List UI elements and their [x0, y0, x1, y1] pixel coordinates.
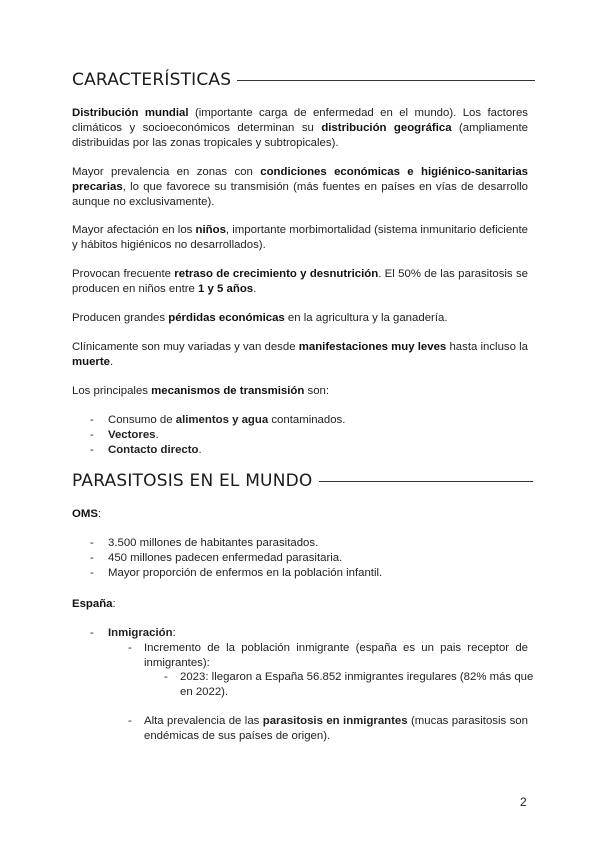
bold-text: manifestaciones muy leves: [298, 341, 447, 353]
list-dash: -: [90, 552, 94, 564]
list-item-text: Vectores.: [108, 429, 159, 441]
text: .: [253, 283, 257, 295]
text: Clínicamente son muy variadas y van desde: [72, 341, 299, 353]
list-item-text: Contacto directo.: [108, 444, 202, 456]
text: Mayor afectación en los: [72, 224, 196, 236]
text: .: [109, 356, 114, 368]
text: Mayor prevalencia en zonas con: [72, 166, 261, 178]
paragraph-distribucion: [72, 106, 528, 151]
list-dash: -: [128, 642, 132, 654]
list-dash: -: [90, 429, 94, 441]
list-item-text: Inmigración:: [108, 627, 176, 639]
text: Los principales: [72, 385, 152, 397]
text: :: [112, 598, 116, 610]
list-item-text: en 2022).: [180, 686, 229, 698]
list-dash: -: [90, 444, 94, 456]
list-item-text: Alta prevalencia de las parasitosis en inmigrantes (mucas parasitosis son: [144, 715, 528, 727]
list-item-text: Consumo de alimentos y agua contaminados.: [108, 414, 346, 426]
heading-parasitosis-mundo: [72, 469, 528, 493]
paragraph-perdidas: [72, 311, 528, 326]
text: (importante carga de enfermedad en el mundo). Los factores climáticos y socioeconómicos determinan su: [72, 107, 528, 134]
text: Producen grandes: [72, 312, 169, 324]
paragraph-mecanismos: [72, 384, 528, 399]
text: Provocan frecuente: [72, 268, 175, 280]
list-item-text: inmigrantes):: [144, 657, 210, 669]
text: , importante morbimortalidad (sistema inmunitario deficiente y hábitos higiénicos no desarrollados).: [72, 224, 528, 251]
text: :: [97, 508, 102, 520]
text: . El 50% de las parasitosis se producen en niños entre: [72, 268, 528, 295]
text: , lo que favorece su transmisión (más fuentes en países en vías de desarrollo aunque no exclusivamente).: [72, 181, 528, 208]
list-dash: -: [164, 671, 168, 683]
label-espana: [72, 597, 528, 612]
bold-text: OMS: [72, 508, 98, 520]
heading-caracteristicas: [72, 68, 528, 92]
page-number: 2: [520, 795, 527, 809]
list-item-text: 450 millones padecen enfermedad parasitaria.: [108, 552, 343, 564]
label-oms: [72, 507, 528, 522]
paragraph-ninos: [72, 223, 528, 253]
heading-rule: [237, 80, 535, 81]
text: (ampliamente distribuidas por las zonas tropicales y subtropicales).: [72, 122, 528, 149]
bold-text: condiciones económicas e higiénico-sanitarias precarias: [72, 166, 529, 193]
bold-text: España: [72, 598, 113, 610]
bold-text: mecanismos de transmisión: [151, 385, 305, 397]
list-dash: -: [90, 537, 94, 549]
text: hasta incluso la: [446, 341, 528, 353]
bold-text: muerte: [72, 356, 110, 368]
bold-text: niños: [195, 224, 226, 236]
heading-caracteristicas-text: CARACTERÍSTICAS: [72, 69, 232, 90]
list-item-text: 2023: llegaron a España 56.852 inmigrantes iregulares (82% más que: [180, 671, 534, 683]
list-item-text: Incremento de la población inmigrante (españa es un pais receptor de: [144, 642, 528, 654]
list-dash: -: [128, 715, 132, 727]
list-item-text: 3.500 millones de habitantes parasitados.: [108, 537, 319, 549]
list-item-text: endémicas de sus países de origen).: [144, 730, 331, 742]
paragraph-crecimiento: [72, 267, 528, 297]
list-dash: -: [90, 627, 94, 639]
heading-rule: [319, 481, 533, 482]
paragraph-prevalencia: [72, 165, 528, 210]
bold-text: pérdidas económicas: [168, 312, 285, 324]
text: son:: [304, 385, 330, 397]
list-item-text: Mayor proporción de enfermos en la población infantil.: [108, 567, 383, 579]
list-dash: -: [90, 414, 94, 426]
bold-text: distribución geográfica: [321, 122, 452, 134]
heading-mundo-text: PARASITOSIS EN EL MUNDO: [72, 470, 313, 491]
text: en la agricultura y la ganadería.: [284, 312, 448, 324]
list-dash: -: [90, 567, 94, 579]
bold-text: 1 y 5 años: [198, 283, 254, 295]
paragraph-clinica: [72, 340, 528, 370]
bold-text: retraso de crecimiento y desnutrición: [174, 268, 379, 280]
bold-text: Distribución mundial: [72, 107, 189, 119]
